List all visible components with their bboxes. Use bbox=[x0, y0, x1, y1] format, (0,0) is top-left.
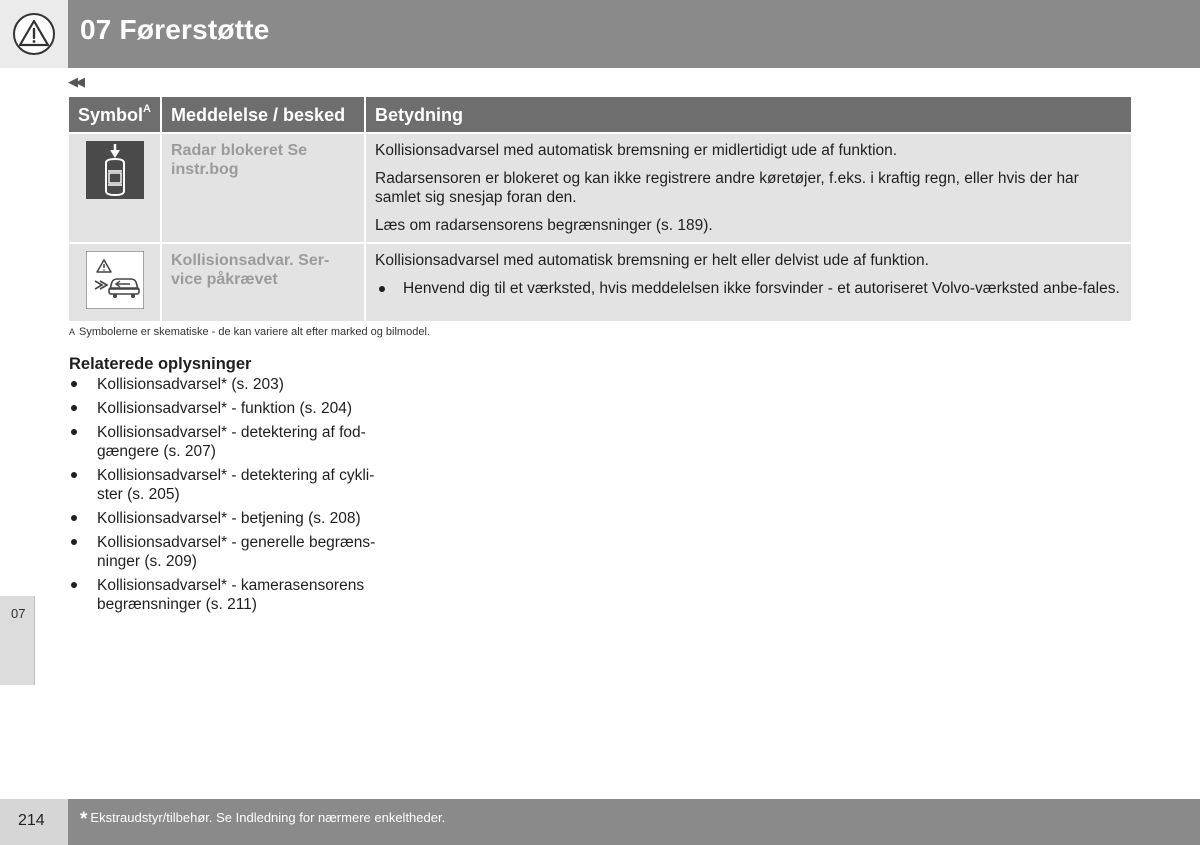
related-heading: Relaterede oplysninger bbox=[69, 355, 252, 373]
collision-warning-service-icon bbox=[86, 251, 144, 309]
radar-blocked-icon bbox=[86, 141, 144, 199]
related-link[interactable]: Kollisionsadvarsel* (s. 203) bbox=[69, 375, 399, 394]
related-link[interactable]: Kollisionsadvarsel* - betjening (s. 208) bbox=[69, 509, 399, 528]
meaning-text: Kollisionsadvarsel med automatisk bremsning er helt eller delvist ude af funktion. bbox=[375, 252, 929, 269]
page-title: 07 Førerstøtte bbox=[80, 14, 270, 45]
related-link[interactable]: Kollisionsadvarsel* - funktion (s. 204) bbox=[69, 399, 399, 418]
footnote-mark: A bbox=[69, 327, 76, 337]
footer-star: * bbox=[80, 809, 88, 830]
table-row bbox=[69, 243, 1131, 321]
symbol-cell bbox=[69, 133, 161, 243]
meaning-bullet-list bbox=[375, 279, 1122, 298]
table-footnote bbox=[69, 326, 430, 338]
message-cell: Radar blokeret Se instr.bog bbox=[161, 133, 365, 243]
meaning-cell bbox=[365, 133, 1131, 243]
chapter-tab-label: 07 bbox=[11, 606, 26, 621]
list-item: Henvend dig til et værksted, hvis meddelelsen ikke forsvinder - et autoriseret Volvo-værksted anbe-fales. bbox=[375, 279, 1122, 298]
page-number: 214 bbox=[18, 812, 45, 829]
chapter-side-tab[interactable] bbox=[0, 596, 35, 685]
footer-note-text: Ekstraudstyr/tilbehør. Se Indledning for nærmere enkeltheder. bbox=[90, 810, 446, 825]
related-link[interactable]: Kollisionsadvarsel* - detektering af cykli-ster (s. 205) bbox=[69, 466, 399, 504]
meaning-text: Radarsensoren er blokeret og kan ikke registrere andre køretøjer, f.eks. i kraftig regn, eller hvis der har samlet sig snesjap foran den. bbox=[375, 170, 1079, 206]
meaning-text: Kollisionsadvarsel med automatisk bremsning er midlertidigt ude af funktion. bbox=[375, 142, 898, 159]
symbol-cell bbox=[69, 243, 161, 321]
column-header-message: Meddelelse / besked bbox=[161, 97, 365, 133]
message-table bbox=[69, 97, 1131, 321]
warning-triangle-icon bbox=[12, 12, 56, 56]
related-list bbox=[69, 375, 399, 619]
table-row bbox=[69, 133, 1131, 243]
back-navigation-icon[interactable]: ◀◀ bbox=[68, 74, 82, 89]
meaning-text: Læs om radarsensorens begrænsninger (s. 189). bbox=[375, 217, 713, 234]
related-link[interactable]: Kollisionsadvarsel* - kamerasensorens begrænsninger (s. 211) bbox=[69, 576, 399, 614]
table-header-row bbox=[69, 97, 1131, 133]
footer-note bbox=[80, 809, 445, 831]
header-icon-area bbox=[0, 0, 68, 68]
related-link[interactable]: Kollisionsadvarsel* - generelle begræns-ninger (s. 209) bbox=[69, 533, 399, 571]
related-link[interactable]: Kollisionsadvarsel* - detektering af fod-gængere (s. 207) bbox=[69, 423, 399, 461]
footnote-text: Symbolerne er skematiske - de kan variere alt efter marked og bilmodel. bbox=[79, 326, 430, 338]
message-cell: Kollisionsadvar. Ser-vice påkrævet bbox=[161, 243, 365, 321]
meaning-cell bbox=[365, 243, 1131, 321]
column-header-symbol: Symbol$^A$ bbox=[69, 97, 161, 133]
column-header-meaning: Betydning bbox=[365, 97, 1131, 133]
